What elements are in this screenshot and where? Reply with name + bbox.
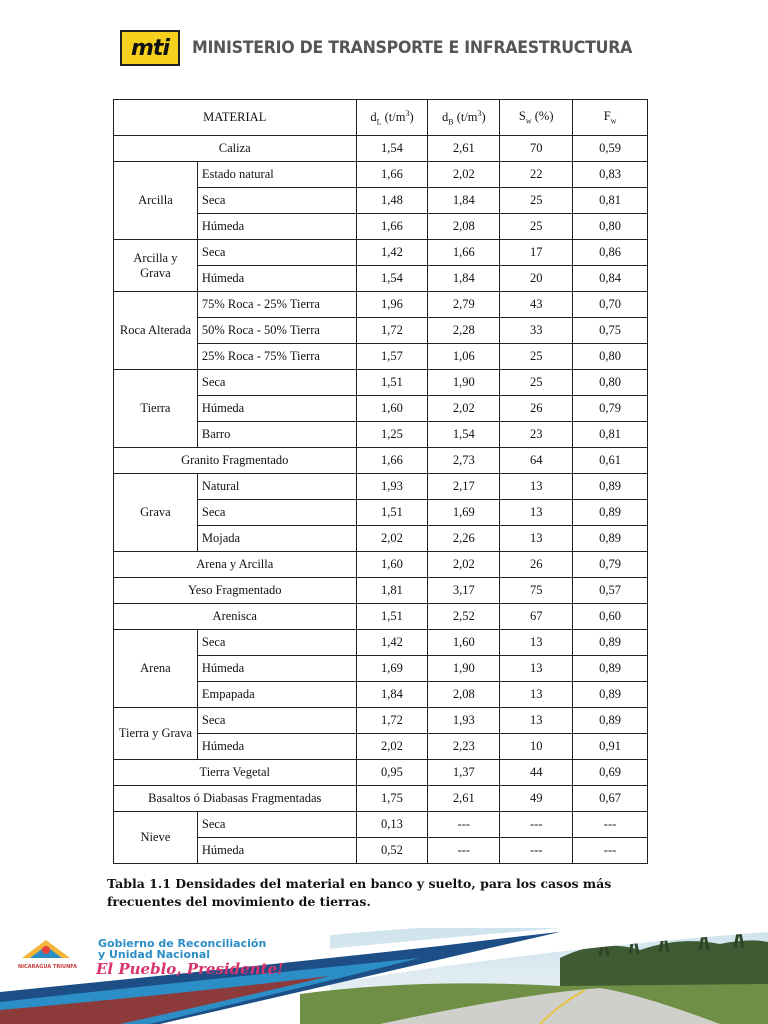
table-row [114, 760, 648, 786]
col-db: $d_B$ $(t/m^3)$ [428, 100, 500, 136]
table-body [114, 136, 648, 864]
cell-db: 2,08 [428, 682, 500, 708]
material-group: Roca Alterada [114, 292, 198, 370]
cell-fw: 0,91 [573, 734, 648, 760]
cell-sw: 25 [500, 188, 573, 214]
table-row [114, 708, 648, 734]
density-table [113, 99, 648, 864]
cell-fw: 0,57 [573, 578, 648, 604]
cell-fw: 0,79 [573, 396, 648, 422]
cell-dl: 1,69 [356, 656, 428, 682]
document-header [120, 28, 665, 68]
cell-sw: 75 [500, 578, 573, 604]
material-group: Arcilla y Grava [114, 240, 198, 292]
cell-db: --- [428, 838, 500, 864]
cell-db: 1,69 [428, 500, 500, 526]
cell-sw: 13 [500, 526, 573, 552]
material-group: Tierra y Grava [114, 708, 198, 760]
material-condition: Seca [197, 188, 356, 214]
table-row [114, 240, 648, 266]
material-group: Nieve [114, 812, 198, 864]
table-row [114, 786, 648, 812]
cell-fw: 0,70 [573, 292, 648, 318]
cell-dl: 1,60 [356, 396, 428, 422]
material-name: Arena y Arcilla [114, 552, 357, 578]
cell-db: 2,02 [428, 162, 500, 188]
table-row [114, 578, 648, 604]
cell-dl: 1,60 [356, 552, 428, 578]
material-condition: Seca [197, 812, 356, 838]
cell-dl: 2,02 [356, 526, 428, 552]
cell-sw: 10 [500, 734, 573, 760]
material-name: Granito Fragmentado [114, 448, 357, 474]
material-condition: Mojada [197, 526, 356, 552]
material-condition: 75% Roca - 25% Tierra [197, 292, 356, 318]
cell-sw: 20 [500, 266, 573, 292]
cell-sw: 13 [500, 708, 573, 734]
material-name: Basaltos ó Diabasas Fragmentadas [114, 786, 357, 812]
table-row [114, 370, 648, 396]
cell-fw: 0,89 [573, 630, 648, 656]
cell-dl: 0,95 [356, 760, 428, 786]
material-condition: Húmeda [197, 838, 356, 864]
slogan: El Pueblo, Presidente! [96, 960, 284, 978]
cell-db: 2,61 [428, 136, 500, 162]
cell-db: 1,90 [428, 656, 500, 682]
cell-dl: 1,51 [356, 500, 428, 526]
table-row [114, 630, 648, 656]
material-name: Yeso Fragmentado [114, 578, 357, 604]
table-row [114, 292, 648, 318]
material-condition: Barro [197, 422, 356, 448]
cell-dl: 1,42 [356, 630, 428, 656]
col-sw: $S_w$ (%) [500, 100, 573, 136]
table-row [114, 474, 648, 500]
cell-dl: 1,48 [356, 188, 428, 214]
table-header-row [114, 100, 648, 136]
cell-fw: 0,67 [573, 786, 648, 812]
material-condition: Empapada [197, 682, 356, 708]
col-fw: $F_w$ [573, 100, 648, 136]
material-condition: Seca [197, 630, 356, 656]
cell-db: 2,02 [428, 552, 500, 578]
table-caption: Tabla 1.1 Densidades del material en banco y suelto, para los casos más frecuentes del movimiento de tierras. [107, 876, 612, 909]
cell-sw: 64 [500, 448, 573, 474]
cell-db: 2,73 [428, 448, 500, 474]
cell-dl: 1,66 [356, 448, 428, 474]
cell-fw: --- [573, 812, 648, 838]
material-group: Tierra [114, 370, 198, 448]
cell-sw: 25 [500, 344, 573, 370]
cell-fw: 0,61 [573, 448, 648, 474]
cell-fw: 0,89 [573, 474, 648, 500]
cell-fw: 0,80 [573, 344, 648, 370]
table-row [114, 604, 648, 630]
cell-dl: 0,13 [356, 812, 428, 838]
cell-db: 1,84 [428, 266, 500, 292]
cell-dl: 1,42 [356, 240, 428, 266]
cell-fw: 0,80 [573, 214, 648, 240]
col-dl: $d_L$ $(t/m^3)$ [356, 100, 428, 136]
cell-dl: 1,66 [356, 214, 428, 240]
cell-dl: 1,72 [356, 708, 428, 734]
cell-sw: 13 [500, 682, 573, 708]
cell-sw: 25 [500, 370, 573, 396]
material-condition: 50% Roca - 50% Tierra [197, 318, 356, 344]
cell-sw: 22 [500, 162, 573, 188]
cell-sw: 17 [500, 240, 573, 266]
table-row [114, 812, 648, 838]
cell-sw: 26 [500, 552, 573, 578]
cell-fw: 0,83 [573, 162, 648, 188]
cell-fw: 0,75 [573, 318, 648, 344]
cell-db: 1,54 [428, 422, 500, 448]
cell-fw: 0,89 [573, 500, 648, 526]
material-condition: Húmeda [197, 214, 356, 240]
cell-dl: 1,54 [356, 136, 428, 162]
material-condition: 25% Roca - 75% Tierra [197, 344, 356, 370]
cell-dl: 1,72 [356, 318, 428, 344]
cell-fw: 0,81 [573, 422, 648, 448]
material-condition: Húmeda [197, 396, 356, 422]
material-condition: Estado natural [197, 162, 356, 188]
cell-db: 1,06 [428, 344, 500, 370]
cell-dl: 1,54 [356, 266, 428, 292]
material-condition: Seca [197, 240, 356, 266]
cell-sw: 13 [500, 500, 573, 526]
material-name: Caliza [114, 136, 357, 162]
table-row [114, 136, 648, 162]
cell-db: 1,90 [428, 370, 500, 396]
cell-db: 2,52 [428, 604, 500, 630]
table-row [114, 448, 648, 474]
logo-text: mti [131, 35, 169, 61]
cell-sw: 67 [500, 604, 573, 630]
cell-db: 2,26 [428, 526, 500, 552]
cell-db: 2,79 [428, 292, 500, 318]
cell-sw: 13 [500, 630, 573, 656]
material-condition: Húmeda [197, 734, 356, 760]
material-condition: Seca [197, 500, 356, 526]
cell-dl: 1,93 [356, 474, 428, 500]
material-name: Tierra Vegetal [114, 760, 357, 786]
material-group: Arena [114, 630, 198, 708]
material-group: Arcilla [114, 162, 198, 240]
country-label: NICARAGUA TRIUNFA [18, 964, 78, 970]
material-condition: Húmeda [197, 656, 356, 682]
ministry-title: MINISTERIO DE TRANSPORTE E INFRAESTRUCTURA [192, 38, 633, 58]
cell-db: 1,84 [428, 188, 500, 214]
cell-sw: 13 [500, 474, 573, 500]
material-condition: Natural [197, 474, 356, 500]
cell-db: 1,37 [428, 760, 500, 786]
cell-sw: 44 [500, 760, 573, 786]
cell-fw: 0,59 [573, 136, 648, 162]
cell-db: 2,61 [428, 786, 500, 812]
cell-db: 3,17 [428, 578, 500, 604]
cell-db: --- [428, 812, 500, 838]
cell-sw: 70 [500, 136, 573, 162]
cell-dl: 1,25 [356, 422, 428, 448]
table-row [114, 552, 648, 578]
cell-dl: 1,51 [356, 604, 428, 630]
cell-dl: 0,52 [356, 838, 428, 864]
footer-banner [0, 928, 768, 1024]
cell-fw: 0,86 [573, 240, 648, 266]
cell-dl: 1,75 [356, 786, 428, 812]
cell-db: 2,17 [428, 474, 500, 500]
cell-dl: 1,81 [356, 578, 428, 604]
cell-sw: 26 [500, 396, 573, 422]
cell-dl: 1,66 [356, 162, 428, 188]
cell-fw: 0,81 [573, 188, 648, 214]
cell-sw: 13 [500, 656, 573, 682]
cell-fw: 0,80 [573, 370, 648, 396]
cell-dl: 2,02 [356, 734, 428, 760]
cell-fw: --- [573, 838, 648, 864]
cell-fw: 0,89 [573, 682, 648, 708]
cell-db: 2,02 [428, 396, 500, 422]
cell-db: 1,60 [428, 630, 500, 656]
cell-dl: 1,51 [356, 370, 428, 396]
cell-fw: 0,89 [573, 708, 648, 734]
table-row [114, 162, 648, 188]
cell-db: 2,28 [428, 318, 500, 344]
cell-fw: 0,69 [573, 760, 648, 786]
government-name: Gobierno de Reconciliación y Unidad Nacional [98, 937, 267, 961]
cell-fw: 0,79 [573, 552, 648, 578]
cell-sw: --- [500, 838, 573, 864]
col-material: MATERIAL [114, 100, 357, 136]
cell-fw: 0,89 [573, 526, 648, 552]
material-condition: Seca [197, 370, 356, 396]
cell-dl: 1,84 [356, 682, 428, 708]
cell-fw: 0,84 [573, 266, 648, 292]
cell-db: 1,93 [428, 708, 500, 734]
material-name: Arenisca [114, 604, 357, 630]
cell-sw: 33 [500, 318, 573, 344]
cell-sw: 23 [500, 422, 573, 448]
material-condition: Seca [197, 708, 356, 734]
cell-db: 1,66 [428, 240, 500, 266]
cell-db: 2,23 [428, 734, 500, 760]
mti-logo [120, 30, 180, 66]
cell-db: 2,08 [428, 214, 500, 240]
cell-sw: --- [500, 812, 573, 838]
material-condition: Húmeda [197, 266, 356, 292]
cell-dl: 1,57 [356, 344, 428, 370]
cell-dl: 1,96 [356, 292, 428, 318]
cell-sw: 49 [500, 786, 573, 812]
cell-sw: 43 [500, 292, 573, 318]
cell-fw: 0,60 [573, 604, 648, 630]
material-group: Grava [114, 474, 198, 552]
cell-fw: 0,89 [573, 656, 648, 682]
cell-sw: 25 [500, 214, 573, 240]
